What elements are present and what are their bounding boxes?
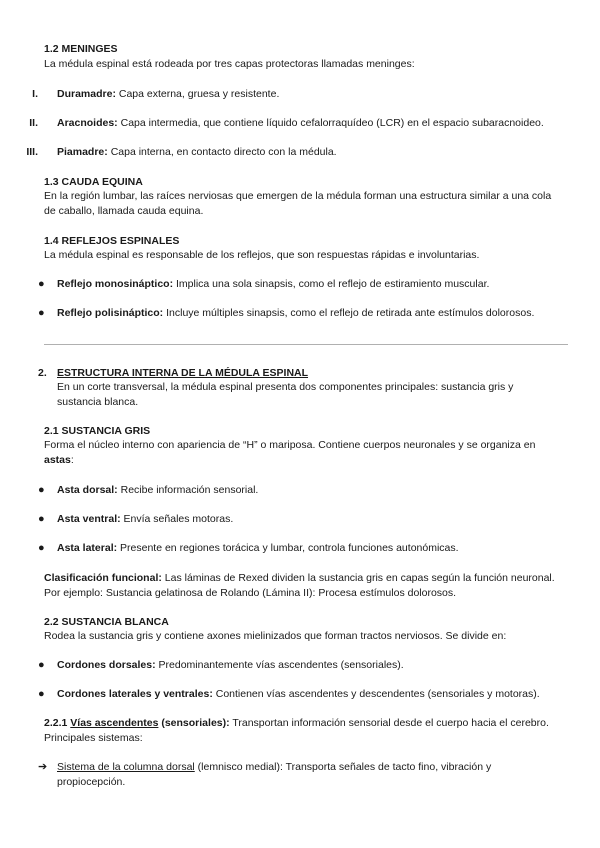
item-text: Capa externa, gruesa y resistente. (115, 88, 280, 100)
term-link: Vías ascendentes (70, 717, 159, 729)
term-underlined (70, 717, 158, 729)
term: Asta lateral: (57, 542, 118, 554)
item-text: Contienen vías ascendentes y descendentes (sensoriales y motoras). (212, 688, 540, 700)
item-text: Predominantemente vías ascendentes (sensoriales). (155, 659, 404, 671)
term: Aracnoides: (57, 117, 118, 129)
bullet-icon: ● (38, 278, 45, 290)
list-item-piamadre (57, 145, 580, 160)
bullet-icon: ● (38, 513, 45, 525)
intro-colon: : (70, 453, 74, 466)
bullet-icon: ● (38, 688, 45, 700)
term-rest: (sensoriales): (158, 717, 230, 729)
bullet-icon: ● (38, 542, 45, 554)
estructura-interna-body: En un corte transversal, la médula espinal presenta dos componentes principales: sustancia gris y sustancia blanca. (57, 381, 514, 408)
list-item-asta-dorsal (57, 483, 580, 498)
list-number: I. (32, 88, 38, 100)
divider (44, 344, 568, 345)
list-item-aracnoides (57, 116, 580, 131)
intro-text: Forma el núcleo interno con apariencia de “H” o mariposa. Contiene cuerpos neuronales y se organiza en (44, 439, 536, 451)
item-text: Envía señales motoras. (120, 513, 234, 525)
section-heading-estructura-interna: ESTRUCTURA INTERNA DE LA MÉDULA ESPINAL (57, 367, 309, 379)
term: Duramadre: (57, 88, 116, 100)
term: Asta dorsal: (57, 484, 118, 496)
list-item-asta-lateral (57, 541, 580, 556)
list-item-columna-dorsal (57, 760, 540, 789)
item-text: Las láminas de Rexed dividen la sustancia gris en capas según la función neuronal. Por ejemplo: Sustancia gelatinosa de Rolando (Lámina II): Procesa estímulos dolorosos. (44, 572, 555, 599)
sustancia-gris-intro (44, 438, 566, 467)
section-heading-cauda-equina: 1.3 CAUDA EQUINA (44, 176, 143, 188)
reflejos-intro: La médula espinal es responsable de los reflejos, que son respuestas rápidas e involuntarias. (44, 249, 480, 261)
term: Cordones dorsales: (57, 659, 156, 671)
item-text: (lemnisco medial): Transporta señales de tacto fino, vibración y propiocepción. (57, 761, 492, 788)
section-heading-reflejos: 1.4 REFLEJOS ESPINALES (44, 235, 180, 247)
list-item-cordones-dorsales (57, 658, 580, 673)
item-text: Implica una sola sinapsis, como el reflejo de estiramiento muscular. (173, 278, 490, 290)
term: Cordones laterales y ventrales: (57, 688, 213, 700)
list-item-cordones-laterales (57, 687, 580, 702)
meninges-intro: La médula espinal está rodeada por tres capas protectoras llamadas meninges: (44, 58, 415, 70)
sustancia-blanca-intro: Rodea la sustancia gris y contiene axones mielinizados que forman tractos nerviosos. Se divide en: (44, 630, 507, 642)
term: Asta ventral: (57, 513, 121, 525)
vias-ascendentes-paragraph (44, 716, 560, 745)
section-heading-sustancia-gris: 2.1 SUSTANCIA GRIS (44, 425, 151, 437)
list-number: III. (26, 146, 38, 158)
bullet-icon: ● (38, 484, 45, 496)
list-number: II. (29, 117, 38, 129)
term: Reflejo polisináptico: (57, 307, 164, 319)
list-item-duramadre (57, 87, 580, 102)
section-heading-meninges: 1.2 MENINGES (44, 43, 118, 55)
item-text: Presente en regiones torácica y lumbar, controla funciones autonómicas. (117, 542, 459, 554)
item-text: Capa intermedia, que contiene líquido cefalorraquídeo (LCR) en el espacio subaracnoideo. (117, 117, 544, 129)
cauda-equina-body: En la región lumbar, las raíces nerviosas que emergen de la médula forman una estructura similar a una cola de caballo, llamada cauda equina. (44, 190, 552, 217)
arrow-right-icon: ➔ (38, 761, 48, 773)
list-item-asta-ventral (57, 512, 580, 527)
item-text: Recibe información sensorial. (117, 484, 259, 496)
clasificacion-funcional (44, 571, 562, 600)
term: Reflejo monosináptico: (57, 278, 174, 290)
subsection-number: 2.2.1 (44, 717, 71, 729)
section-heading-sustancia-blanca: 2.2 SUSTANCIA BLANCA (44, 616, 169, 628)
section-number: 2. (38, 367, 47, 379)
item-text: Transportan información sensorial desde el cuerpo hacia el cerebro. Principales sistemas: (44, 717, 549, 744)
list-item-monosinaptico (57, 277, 580, 292)
item-text: Capa interna, en contacto directo con la médula. (107, 146, 337, 158)
term: Clasificación funcional: (44, 572, 162, 584)
item-link: Sistema de la columna dorsal (57, 761, 195, 773)
item-text: Incluye múltiples sinapsis, como el reflejo de retirada ante estímulos dolorosos. (163, 307, 535, 319)
term: Piamadre: (57, 146, 108, 158)
intro-term: astas (44, 453, 71, 466)
bullet-icon: ● (38, 659, 45, 671)
bullet-icon: ● (38, 307, 45, 319)
list-item-polisinaptico (57, 306, 580, 321)
